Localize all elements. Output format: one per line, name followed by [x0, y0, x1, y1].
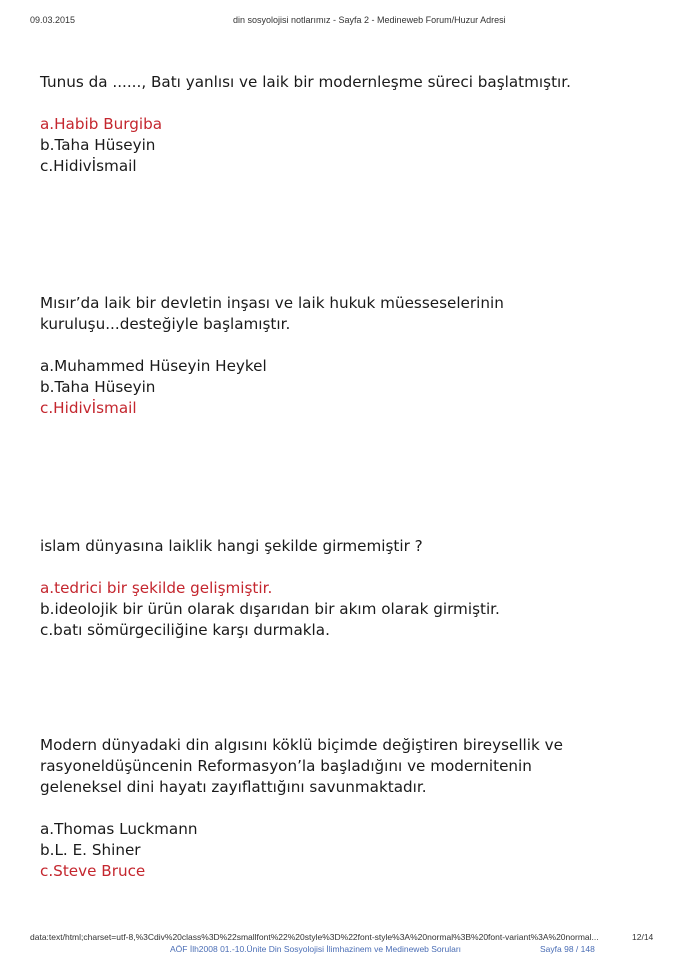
options-list — [40, 356, 650, 419]
footer-page-number: 12/14 — [632, 932, 654, 942]
option-c: c.Hidivİsmail — [40, 157, 137, 175]
question-text: islam dünyasına laiklik hangi şekilde girmemiştir ? — [40, 537, 423, 555]
option-b: b.Taha Hüseyin — [40, 136, 156, 154]
footer-sayfa-link[interactable]: Sayfa 98 / 148 — [540, 944, 595, 954]
option-c-correct: c.Steve Bruce — [40, 862, 146, 880]
option-c-correct: c.Hidivİsmail — [40, 399, 137, 417]
question-block — [40, 72, 650, 177]
page-title: din sosyolojisi notlarımız - Sayfa 2 - Medineweb Forum/Huzur Adresi — [233, 15, 506, 25]
question-block — [40, 293, 650, 419]
option-a: a.Thomas Luckmann — [40, 820, 198, 838]
option-a: a.Muhammed Hüseyin Heykel — [40, 357, 267, 375]
option-b: b.Taha Hüseyin — [40, 378, 156, 396]
option-b: b.ideolojik bir ürün olarak dışarıdan bir akım olarak girmiştir. — [40, 600, 500, 618]
footer-url: data:text/html;charset=utf-8,%3Cdiv%20class%3D%22smallfont%22%20style%3D%22font-style%3A%20normal%3B%20font-variant%3A%20normal... — [30, 932, 599, 942]
footer-source-link[interactable]: AÖF İlh2008 01.-10.Ünite Din Sosyolojisi İlimhazinem ve Medineweb Soruları — [170, 944, 462, 954]
options-list — [40, 819, 650, 882]
options-list — [40, 114, 650, 177]
options-list — [40, 578, 650, 641]
question-block — [40, 536, 650, 641]
question-block — [40, 735, 650, 882]
option-b: b.L. E. Shiner — [40, 841, 141, 859]
question-text: geleneksel dini hayatı zayıflattığını savunmaktadır. — [40, 778, 427, 796]
print-date: 09.03.2015 — [30, 15, 76, 25]
question-text: Modern dünyadaki din algısını köklü biçimde değiştiren bireysellik ve — [40, 736, 563, 754]
question-text: Mısır’da laik bir devletin inşası ve laik hukuk müesseselerinin — [40, 294, 504, 312]
option-a-correct: a.tedrici bir şekilde gelişmiştir. — [40, 579, 273, 597]
question-text: Tunus da ......, Batı yanlısı ve laik bir modernleşme süreci başlatmıştır. — [40, 73, 571, 91]
question-text: kuruluşu...desteğiyle başlamıştır. — [40, 315, 291, 333]
option-a-correct: a.Habib Burgiba — [40, 115, 163, 133]
question-text: rasyoneldüşüncenin Reformasyon’la başladığını ve modernitenin — [40, 757, 532, 775]
option-c: c.batı sömürgeciliğine karşı durmakla. — [40, 621, 330, 639]
